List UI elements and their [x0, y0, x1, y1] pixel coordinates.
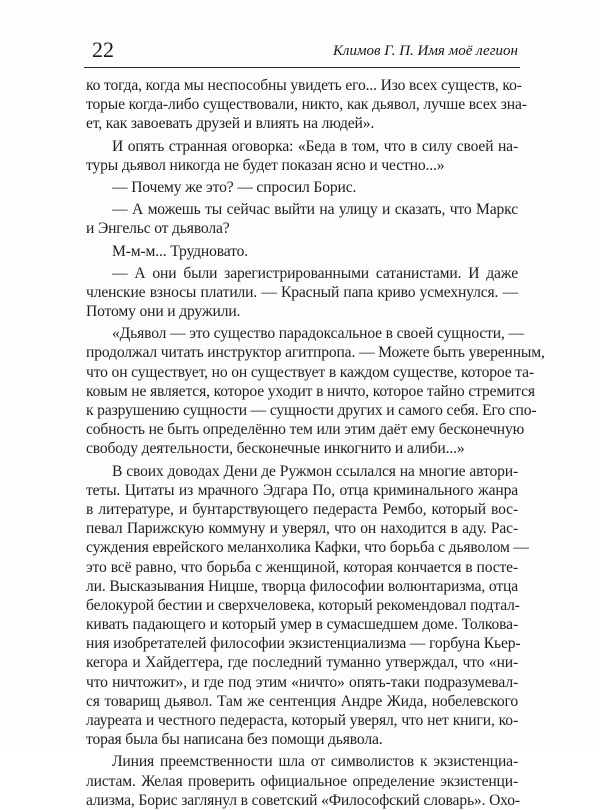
text-line: торая была бы написана без помощи дьявола.: [86, 731, 383, 749]
paragraph: [86, 324, 545, 458]
text-line: Линия преемственности шла от символистов к экзистенциа-: [112, 753, 518, 771]
header-rule: [84, 67, 520, 68]
text-line: кивать падающего и который умер в сумасшедшем доме. Толкова-: [86, 616, 518, 634]
text-line: и Энгельс от дьявола?: [86, 220, 230, 238]
text-line: листам. Желая проверить официальное определение экзистенци-: [86, 772, 518, 790]
paragraph: [86, 137, 518, 175]
paragraph: [86, 264, 518, 322]
text-line: продолжал читать инструктор агитпропа. — Можете быть уверенным,: [86, 344, 545, 362]
text-line: ся товарищ дьявол. Там же сентенция Андре Жида, нобелевского: [86, 692, 518, 710]
page-header: [84, 36, 520, 70]
paragraph: [86, 752, 518, 810]
text-line: — А можешь ты сейчас выйти на улицу и сказать, что Маркс: [112, 201, 518, 219]
paragraph: [86, 178, 518, 197]
text-line: суждения еврейского меланхолика Кафки, что борьба с дьяволом —: [86, 539, 529, 557]
text-line: к разрушению сущности — сущности других и самого себя. Его спо-: [86, 402, 537, 419]
paragraph: [86, 242, 518, 261]
text-line: М-м-м... Трудновато.: [112, 242, 248, 260]
text-line: что он существует, но он существует в каждом существе, которое та-: [86, 363, 534, 381]
text-line: «Дьявол — это существо парадоксальное в своей сущности, —: [112, 325, 524, 343]
text-line: торые когда-либо существовали, никто, как дьявол, лучше всех зна-: [86, 96, 527, 114]
text-line: ли. Высказывания Ницше, творца философии волюнтаризма, отца: [86, 577, 518, 595]
text-line: — Почему же это? — спросил Борис.: [112, 178, 357, 196]
text-line: теты. Цитаты из мрачного Эдгара По, отца криминального жанра: [86, 481, 518, 499]
text-line: собность не быть определённо тем или этим даёт ему бесконечную: [86, 421, 525, 439]
text-line: ализма, Борис заглянул в советский «Философский словарь». Охо-: [86, 791, 520, 809]
body-text: [86, 76, 545, 810]
running-title: Климов Г. П. Имя моё легион: [332, 43, 518, 59]
page-number: 22: [92, 37, 114, 62]
text-line: Потому они и дружили.: [86, 303, 241, 321]
text-line: И опять странная оговорка: «Беда в том, что в силу своей на-: [112, 137, 518, 155]
text-line: туры дьявол никогда не будет показан ясно и честно...»: [86, 156, 445, 174]
text-line: белокурой бестии и сверхчеловека, который рекомендовал подтал-: [86, 596, 520, 614]
text-line: певал Парижскую коммуну и уверял, что он находится в аду. Рас-: [86, 520, 518, 538]
text-line: ния изобретателей философии экзистенциализма — горбуна Кьер-: [86, 635, 521, 653]
text-line: что ничтожит», и где под этим «ничто» опять-таки подразумевал-: [86, 673, 518, 691]
text-line: в литературе, и бунтарствующего педераста Рембо, который вос-: [86, 500, 518, 518]
text-line: ет, как завоевать друзей и влиять на людей».: [86, 115, 375, 133]
text-line: — А они были зарегистрированными сатанистами. И даже: [112, 264, 518, 282]
text-line: членские взносы платили. — Красный папа криво усмехнулся. —: [86, 283, 518, 301]
text-line: это всё равно, что борьба с женщиной, которая кончается в посте-: [86, 558, 518, 576]
text-line: В своих доводах Дени де Ружмон ссылался на многие автори-: [112, 462, 518, 480]
text-line: свободу деятельности, бесконечные инкогнито и алиби...»: [86, 440, 465, 458]
paragraph: [86, 76, 527, 134]
text-line: ковым не является, которое уходит в ничто, которое тайно стремится: [86, 382, 535, 400]
text-line: ко тогда, когда мы неспособны увидеть его... Изо всех существ, ко-: [86, 77, 522, 94]
text-line: лауреата и честного педераста, который уверял, что нет книги, ко-: [86, 712, 518, 729]
text-line: кегора и Хайдеггера, где последний туманно утверждал, что «ни-: [86, 654, 518, 672]
paragraph: [86, 462, 529, 750]
paragraph: [86, 200, 518, 238]
